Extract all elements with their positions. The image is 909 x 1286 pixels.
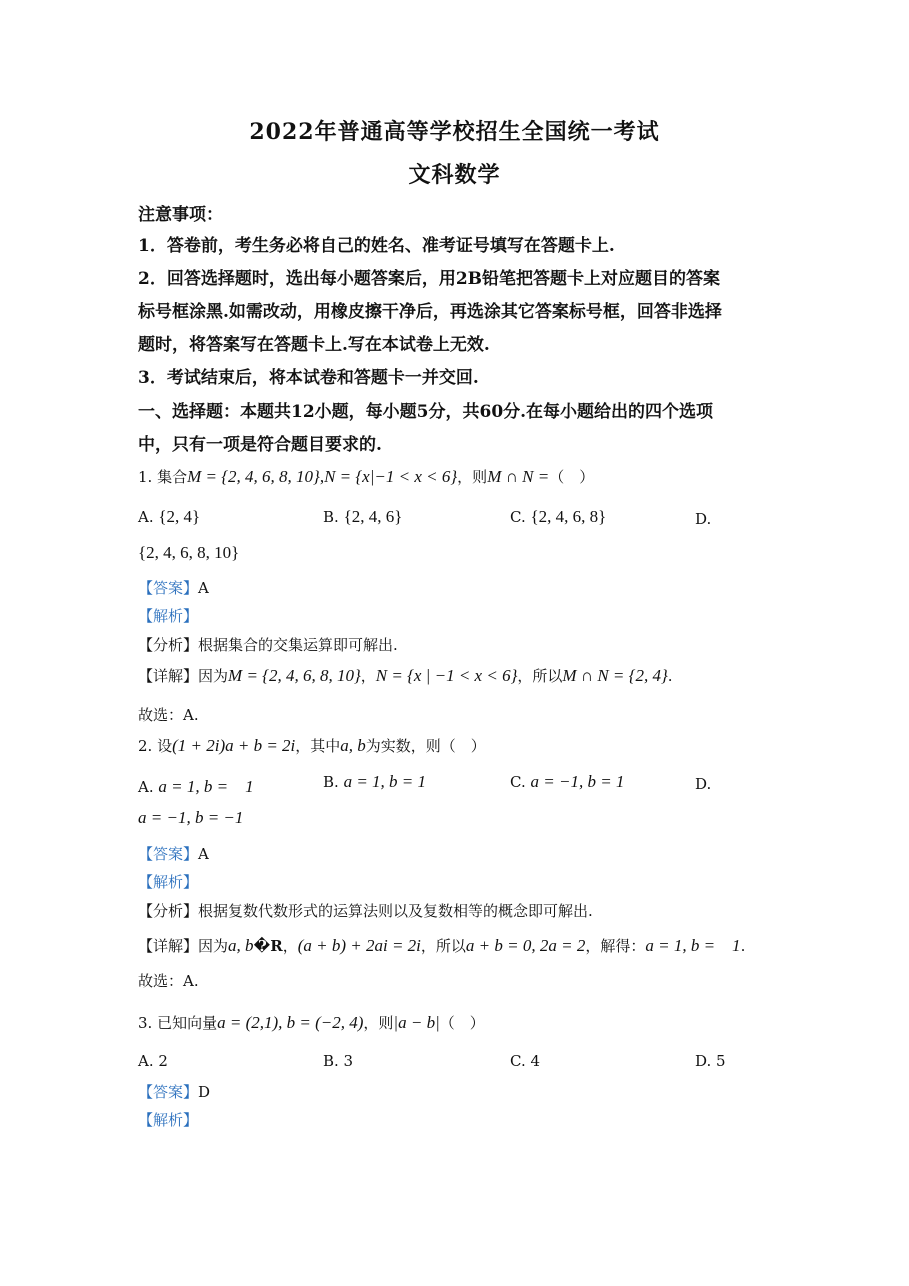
q1-xj-result: M ∩ N = {2, 4} xyxy=(562,666,668,685)
q2-mid: ，其中 xyxy=(295,737,341,755)
q1-option-d-value xyxy=(138,543,239,563)
q2-xiangjie-tag: 【详解】 xyxy=(138,937,199,955)
q2-xj-system: a + b = 0, 2a = 2 xyxy=(465,936,586,955)
q1-answer-value: A xyxy=(198,579,209,597)
q1-analysis-tag: 【解析】 xyxy=(138,607,199,625)
q3-answer-tag: 【答案】 xyxy=(138,1083,199,1101)
q2-option-d-text: a = −1, b = −1 xyxy=(138,808,244,827)
q3-option-d[interactable]: D. 5 xyxy=(695,1052,726,1070)
q3-paren: （ ） xyxy=(439,1014,485,1032)
q2-xiangjie xyxy=(138,931,745,956)
q1-xiangjie-tag: 【详解】 xyxy=(138,667,199,685)
q3-then: ，则 xyxy=(363,1014,394,1032)
q1-option-c[interactable] xyxy=(510,507,606,527)
q2-option-b[interactable] xyxy=(323,772,426,792)
q3-option-b[interactable]: B. 3 xyxy=(323,1052,354,1070)
q1-xj-set-m: M = {2, 4, 6, 8, 10} xyxy=(228,666,361,685)
q1-answer-tag: 【答案】 xyxy=(138,579,199,597)
q1-xiangjie xyxy=(138,665,673,686)
q2-xj-solution: a = 1, b = 1 xyxy=(645,936,741,955)
q1-xj-3: ，所以 xyxy=(517,667,563,685)
q2-answer xyxy=(138,843,209,864)
q2-choose: 故选：A. xyxy=(138,972,199,990)
q2-analysis xyxy=(138,871,198,892)
q2-analysis-tag: 【解析】 xyxy=(138,873,199,891)
q1-fenxi xyxy=(138,634,398,655)
q2-fenxi-tag: 【分析】 xyxy=(138,902,199,920)
note-2b: 标号框涂黑.如需改动，用橡皮擦干净后，再选涂其它答案标号框，回答非选择 xyxy=(138,302,722,322)
q3-prefix: 3. 已知向量 xyxy=(138,1014,218,1032)
q2-answer-tag: 【答案】 xyxy=(138,845,199,863)
q1-sep: , xyxy=(319,467,325,486)
note-2c: 题时，将答案写在答题卡上.写在本试卷上无效. xyxy=(138,335,490,355)
q2-option-c[interactable] xyxy=(510,772,624,792)
q2-option-d[interactable] xyxy=(695,775,711,793)
q2-xj-3: ，所以 xyxy=(420,937,466,955)
q3-vectors: a = (2,1), b = (−2, 4) xyxy=(217,1013,364,1032)
q2-xj-1: 因为 xyxy=(198,937,229,955)
q2-xj-real: �R xyxy=(253,937,283,955)
q1-prefix: 1. 集合 xyxy=(138,468,188,486)
q1-option-b-value: {2, 4, 6} xyxy=(343,507,403,526)
exam-subtitle: 文科数学 xyxy=(408,162,501,188)
q2-fenxi xyxy=(138,900,593,921)
notes-heading: 注意事项： xyxy=(138,205,223,225)
q2-xj-ab: a, b xyxy=(228,936,254,955)
q1-option-d[interactable] xyxy=(695,510,711,528)
q2-fenxi-text: 根据复数代数形式的运算法则以及复数相等的概念即可解出. xyxy=(198,902,593,920)
q1-option-d-text: {2, 4, 6, 8, 10} xyxy=(138,543,240,562)
q1-option-c-label: C. xyxy=(510,508,526,526)
q2-option-a-label: A. xyxy=(138,778,154,796)
q2-equation: (1 + 2i)a + b = 2i xyxy=(172,736,296,755)
note-1: 1．答卷前，考生务必将自己的姓名、准考证号填写在答题卡上. xyxy=(138,236,615,256)
q1-option-a-label: A. xyxy=(138,508,154,526)
note-2a: 2．回答选择题时，选出每小题答案后，用2B铅笔把答题卡上对应题目的答案 xyxy=(138,269,721,289)
q1-option-b-label: B. xyxy=(323,508,339,526)
q1-xj-set-n: N = {x | −1 < x < 6} xyxy=(375,666,518,685)
q1-then: ，则 xyxy=(457,468,488,486)
q1-analysis xyxy=(138,605,198,626)
q3-answer-value: D xyxy=(198,1083,211,1101)
q2-xj-2: ， xyxy=(282,937,298,955)
q3-option-c[interactable]: C. 4 xyxy=(510,1052,541,1070)
q1-expr: M ∩ N = xyxy=(487,467,550,486)
section-heading-2: 中，只有一项是符合题目要求的. xyxy=(138,435,382,455)
q1-set-m: M = {2, 4, 6, 8, 10} xyxy=(187,467,320,486)
q1-xj-2: ， xyxy=(360,667,376,685)
q1-paren: （ ） xyxy=(549,468,595,486)
q2-ab: a, b xyxy=(340,736,366,755)
q2-option-d-label: D. xyxy=(695,775,712,793)
question-1 xyxy=(138,466,594,487)
q2-prefix: 2. 设 xyxy=(138,737,173,755)
q1-answer xyxy=(138,577,209,598)
q3-answer xyxy=(138,1081,210,1102)
q2-xj-5: . xyxy=(740,937,746,955)
q2-tail: 为实数，则（ ） xyxy=(365,737,486,755)
q2-option-d-value xyxy=(138,808,243,828)
q1-xj-4: . xyxy=(667,667,673,685)
q2-xj-equation: (a + b) + 2ai = 2i xyxy=(297,936,421,955)
q2-option-a-value: a = 1, b = 1 xyxy=(158,777,254,796)
q2-option-c-value: a = −1, b = 1 xyxy=(530,772,625,791)
q1-fenxi-text: 根据集合的交集运算即可解出. xyxy=(198,636,398,654)
q3-analysis-tag: 【解析】 xyxy=(138,1111,199,1129)
q1-option-b[interactable] xyxy=(323,507,402,527)
q2-option-a[interactable] xyxy=(138,772,254,797)
q1-option-a-value: {2, 4} xyxy=(158,507,201,526)
question-3 xyxy=(138,1012,485,1033)
q2-option-c-label: C. xyxy=(510,773,526,791)
q2-xj-4: ，解得： xyxy=(585,937,646,955)
note-3: 3．考试结束后，将本试卷和答题卡一并交回. xyxy=(138,368,479,388)
q1-fenxi-tag: 【分析】 xyxy=(138,636,199,654)
q2-option-b-value: a = 1, b = 1 xyxy=(343,772,427,791)
q1-choose: 故选：A. xyxy=(138,706,199,724)
q3-analysis xyxy=(138,1109,198,1130)
q3-expr: |a − b| xyxy=(393,1013,440,1032)
exam-title: 2022年普通高等学校招生全国统一考试 xyxy=(249,119,660,145)
q1-option-c-value: {2, 4, 6, 8} xyxy=(530,507,607,526)
question-2 xyxy=(138,735,486,756)
q3-option-a[interactable]: A. 2 xyxy=(138,1052,168,1070)
q2-answer-value: A xyxy=(198,845,209,863)
q2-option-b-label: B. xyxy=(323,773,339,791)
q1-set-n: N = {x|−1 < x < 6} xyxy=(324,467,458,486)
q1-option-a[interactable] xyxy=(138,507,200,527)
section-heading-1: 一、选择题：本题共12小题，每小题5分，共60分.在每小题给出的四个选项 xyxy=(138,402,714,422)
q1-option-d-label: D. xyxy=(695,510,712,528)
q1-xj-1: 因为 xyxy=(198,667,229,685)
